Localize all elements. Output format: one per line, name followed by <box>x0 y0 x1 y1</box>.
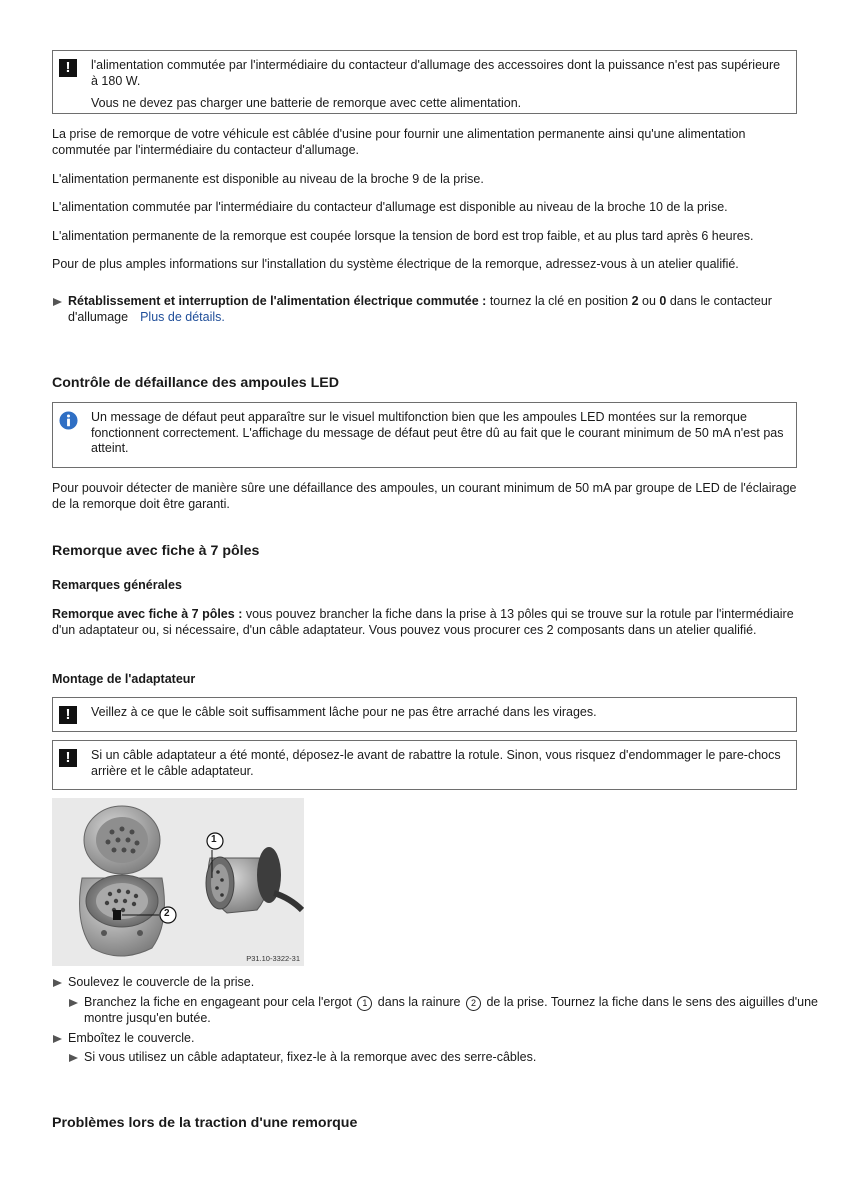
callout-1-label: 1 <box>211 834 217 845</box>
warning-icon: ! <box>59 706 77 724</box>
substep-insert-plug: Branchez la fiche en engageant pour cela l'ergot 1 dans la rainure 2 de la prise. Tournez la fiche dans le sens des aiguilles d'une montre jusqu'en butée. <box>52 995 829 1027</box>
callout-2-icon: 2 <box>466 996 481 1011</box>
warning-text: Vous ne devez pas charger une batterie de remorque avec cette alimentation. <box>91 96 522 110</box>
warning-box-accessory-power <box>52 50 797 114</box>
callout-2-label: 2 <box>164 908 170 919</box>
info-icon <box>59 411 78 430</box>
step-arrow-icon <box>69 999 78 1007</box>
subheading-general: Remarques générales <box>52 578 182 592</box>
warning-icon: ! <box>59 59 77 77</box>
section-heading-7pin: Remorque avec fiche à 7 pôles <box>52 543 260 559</box>
subheading-mounting: Montage de l'adaptateur <box>52 672 196 686</box>
step-arrow-icon <box>53 979 62 987</box>
step-fit-cover: Emboîtez le couvercle. <box>52 1031 813 1047</box>
step-reset-power: Rétablissement et interruption de l'alimentation électrique commutée : tournez la clé en position 2 ou 0 dans le contacteur d'allumage Plus de détails. <box>52 294 813 325</box>
socket-drawing <box>52 798 304 966</box>
paragraph: Pour pouvoir détecter de manière sûre une défaillance des ampoules, un courant minimum de 50 mA par groupe de LED de l'éclairage de la remorque doit être garanti. <box>52 481 797 511</box>
paragraph: L'alimentation commutée par l'intermédiaire du contacteur d'allumage est disponible au niveau de la broche 10 de la prise. <box>52 200 728 214</box>
step-arrow-icon <box>69 1054 78 1062</box>
warning-text: Veillez à ce que le câble soit suffisamment lâche pour ne pas être arraché dans les virages. <box>91 705 597 719</box>
info-text: Un message de défaut peut apparaître sur le visuel multifonction bien que les ampoules LED montées sur la remorque fonctionnent correctement. L'affichage du message de défaut peut être dû au fait que le courant minimum de 50 mA n'est pas atteint. <box>91 410 784 455</box>
step-arrow-icon <box>53 298 62 306</box>
warning-box-adapter <box>52 740 797 790</box>
warning-icon: ! <box>59 749 77 767</box>
callout-1-icon: 1 <box>357 996 372 1011</box>
warning-text: Si un câble adaptateur a été monté, déposez-le avant de rabattre la rotule. Sinon, vous risquez d'endommager le pare-chocs arrière et le câble adaptateur. <box>91 748 781 778</box>
paragraph-general: Remorque avec fiche à 7 pôles : vous pouvez brancher la fiche dans la prise à 13 pôles qui se trouve sur la rotule par l'intermédiaire d'un adaptateur ou, si nécessaire, d'un câble adaptateur. Vous pouvez vous procurer ces 2 composants dans un atelier qualifié. <box>52 607 794 637</box>
warning-text: l'alimentation commutée par l'intermédiaire du contacteur d'allumage des accessoires dont la puissance n'est pas supérieure à 180 W. <box>91 58 781 88</box>
paragraph: La prise de remorque de votre véhicule est câblée d'usine pour fournir une alimentation permanente ainsi qu'une alimentation commutée par l'intermédiaire du contacteur d'allumage. <box>52 127 746 157</box>
step-arrow-icon <box>53 1035 62 1043</box>
socket-illustration <box>52 798 304 966</box>
paragraph: L'alimentation permanente de la remorque est coupée lorsque la tension de bord est trop faible, et au plus tard après 6 heures. <box>52 229 754 243</box>
more-details-link[interactable]: Plus de détails. <box>140 309 225 324</box>
info-box-led <box>52 402 797 468</box>
step-title: Rétablissement et interruption de l'alimentation électrique commutée : <box>68 294 487 308</box>
section-heading-problems: Problèmes lors de la traction d'une remorque <box>52 1115 358 1131</box>
paragraph: Pour de plus amples informations sur l'installation du système électrique de la remorque, adressez-vous à un atelier qualifié. <box>52 257 739 271</box>
substep-secure-cable: Si vous utilisez un câble adaptateur, fixez-le à la remorque avec des serre-câbles. <box>52 1050 829 1066</box>
warning-box-cable <box>52 697 797 732</box>
section-heading-led: Contrôle de défaillance des ampoules LED <box>52 375 339 391</box>
figure-code: P31.10-3322-31 <box>246 954 300 963</box>
paragraph: L'alimentation permanente est disponible au niveau de la broche 9 de la prise. <box>52 172 484 186</box>
step-lift-cover: Soulevez le couvercle de la prise. <box>52 975 813 991</box>
